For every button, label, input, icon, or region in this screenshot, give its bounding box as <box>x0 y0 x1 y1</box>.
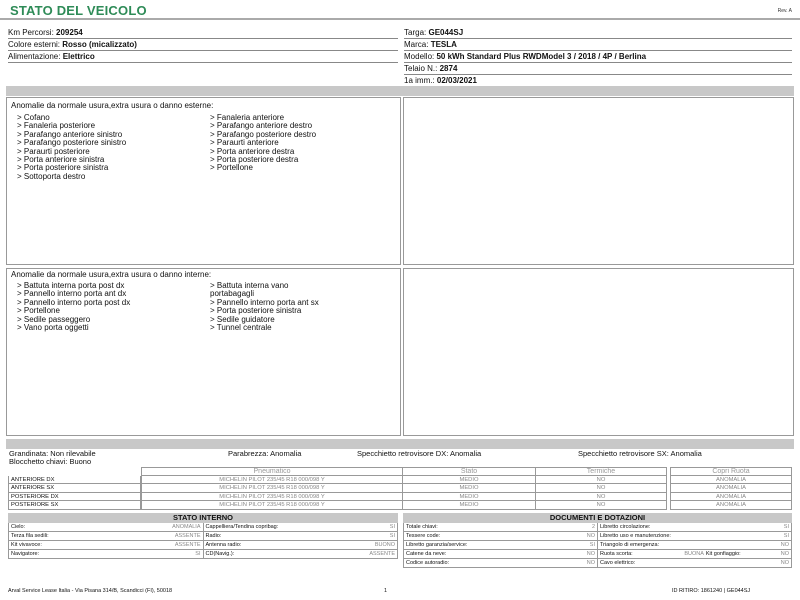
exterior-damage-title: Anomalie da normale usura,extra usura o danno esterne: <box>11 101 214 110</box>
info-row-marca <box>404 39 792 51</box>
internal-state-rows <box>8 523 398 559</box>
list-item: > Battuta interna vano <box>210 281 289 290</box>
info-value: 02/03/2021 <box>436 76 477 85</box>
info-row-colore <box>8 39 398 51</box>
list-item: > Paraurti posteriore <box>17 146 90 156</box>
table-row <box>8 484 792 492</box>
tyre-copri-ruota: ANOMALIA <box>670 493 792 501</box>
list-item: > Tunnel centrale <box>210 323 272 333</box>
field-label: Libretto garanzia/service: <box>406 542 468 548</box>
col-header-termiche: Termiche <box>535 467 667 476</box>
list-item: > Porta posteriore sinistra <box>210 306 302 316</box>
field-label: Navigatore: <box>11 551 40 557</box>
info-row-telaio <box>404 63 792 75</box>
list-item: > Parafango posteriore destro <box>210 129 317 139</box>
tyre-stato: MEDIO <box>402 476 536 484</box>
exterior-photo-area <box>403 97 794 265</box>
list-item: > Pannello interno porta post dx <box>17 297 131 307</box>
revision-label: Rev. A <box>777 8 792 14</box>
table-row <box>9 532 398 541</box>
field-value: ASSENTE <box>174 533 201 539</box>
table-row <box>404 541 792 550</box>
list-item: > Battuta interna porta post dx <box>17 281 125 290</box>
field-cell <box>9 541 204 550</box>
tyre-copri-ruota: ANOMALIA <box>670 476 792 484</box>
exterior-damage-col1 <box>17 114 126 181</box>
list-item: > Sedile guidatore <box>210 314 275 324</box>
footer-company: Arval Service Lease Italia - Via Pisana 314/B, Scandicci (FI), 50018 <box>8 588 173 594</box>
interior-damage-col2 <box>210 282 319 332</box>
tyre-stato: MEDIO <box>402 484 536 492</box>
specchietto-sx-status: Specchietto retrovisore SX: Anomalia <box>578 449 702 458</box>
field-cell <box>9 550 204 559</box>
info-label: Km Percorsi: <box>8 28 54 37</box>
list-item: > Porta anteriore sinistra <box>17 155 105 165</box>
field-value: BUONA <box>684 551 704 557</box>
list-item: > Portellone <box>17 306 60 316</box>
tyre-rows <box>8 476 792 510</box>
list-item: > Fanaleria anteriore <box>210 113 285 122</box>
tyre-model: MICHELIN PILOT 235/45 R18 000/098 Y <box>141 476 403 484</box>
col-header-stato: Stato <box>402 467 536 476</box>
info-value: GE044SJ <box>428 28 464 37</box>
table-row <box>404 550 792 559</box>
table-row <box>404 523 792 532</box>
field-value: NO <box>586 533 595 539</box>
list-item: > Pannello interno porta ant sx <box>210 297 319 307</box>
field-value: SI <box>783 533 789 539</box>
field-value: SI <box>389 533 395 539</box>
interior-damage-col1 <box>17 282 130 332</box>
col-header-pneumatico: Pneumatico <box>141 467 403 476</box>
table-row <box>8 501 792 509</box>
tyre-position: POSTERIORE DX <box>8 493 141 501</box>
info-value: Elettrico <box>62 52 95 61</box>
field-cell <box>598 523 792 532</box>
field-label: Ruota scorta: <box>600 551 633 557</box>
field-label: CD(Navig.): <box>205 551 235 557</box>
field-value: NO <box>780 542 789 548</box>
field-cell <box>204 541 399 550</box>
tyre-termiche: NO <box>535 493 667 501</box>
left-info-block <box>8 27 398 63</box>
field-value: SI <box>589 542 595 548</box>
internal-state-section <box>8 513 398 559</box>
info-label: 1a imm.: <box>404 76 435 85</box>
info-value: TESLA <box>430 40 457 49</box>
field-cell <box>598 532 792 541</box>
tyre-position: POSTERIORE SX <box>8 501 141 509</box>
list-item: > Sottoporta destro <box>17 171 86 181</box>
info-value: 209254 <box>56 28 83 37</box>
tyre-termiche: NO <box>535 484 667 492</box>
exterior-damage-col2 <box>210 114 316 173</box>
field-value: ASSENTE <box>174 542 201 548</box>
tyre-model: MICHELIN PILOT 235/45 R18 000/098 Y <box>141 501 403 509</box>
field-cell <box>204 550 399 559</box>
field-value: BUONO <box>374 542 395 548</box>
field-label: Cavo elettrico: <box>600 560 636 566</box>
field-value: NO <box>780 560 789 566</box>
field-cell <box>404 523 598 532</box>
summary-divider-bar <box>6 439 794 449</box>
field-label: Totale chiavi: <box>406 524 438 530</box>
list-item: > Cofano <box>17 113 50 122</box>
field-cell <box>9 532 204 541</box>
field-value: 2 <box>591 524 595 530</box>
field-value: NO <box>780 551 789 557</box>
field-cell <box>598 550 792 559</box>
table-row <box>8 493 792 501</box>
field-pair <box>706 550 789 558</box>
field-cell <box>9 523 204 532</box>
tyres-table <box>8 467 792 510</box>
footer-page-number: 1 <box>384 588 388 594</box>
table-row <box>9 541 398 550</box>
documents-section <box>403 513 792 568</box>
interior-damage-panel <box>6 268 401 436</box>
tyre-position: ANTERIORE DX <box>8 476 141 484</box>
field-cell <box>404 541 598 550</box>
field-value: ANOMALIA <box>172 524 201 530</box>
list-item: portabagagli <box>210 289 255 299</box>
list-item: > Portellone <box>210 163 253 173</box>
list-item: > Vano porta oggetti <box>17 323 89 333</box>
info-row-km <box>8 27 398 39</box>
field-cell <box>404 532 598 541</box>
field-cell <box>598 541 792 550</box>
field-label: Triangolo di emergenza: <box>600 542 660 548</box>
field-cell <box>404 559 598 568</box>
exterior-damage-panel <box>6 97 401 265</box>
title-divider <box>0 18 800 20</box>
header-divider-bar <box>6 86 794 96</box>
tyre-copri-ruota: ANOMALIA <box>670 501 792 509</box>
info-label: Colore esterni: <box>8 40 61 49</box>
list-item: > Fanaleria posteriore <box>17 121 96 131</box>
field-value: NO <box>586 551 595 557</box>
info-value: 2874 <box>439 64 458 73</box>
list-item: > Pannello interno porta ant dx <box>17 289 127 299</box>
field-label: Libretto circolazione: <box>600 524 651 530</box>
list-item: > Parafango anteriore destro <box>210 121 313 131</box>
field-label: Kit gonfiaggio: <box>705 551 741 557</box>
info-label: Modello: <box>404 52 435 61</box>
tyre-copri-ruota: ANOMALIA <box>670 484 792 492</box>
table-row <box>8 476 792 484</box>
tyre-model: MICHELIN PILOT 235/45 R18 000/098 Y <box>141 484 403 492</box>
field-cell <box>404 550 598 559</box>
tyre-termiche: NO <box>535 476 667 484</box>
grandinata-status: Grandinata: Non rilevabile <box>9 449 96 458</box>
tyre-stato: MEDIO <box>402 501 536 509</box>
page-title: STATO DEL VEICOLO <box>10 3 147 18</box>
list-item: > Porta anteriore destra <box>210 146 295 156</box>
field-cell <box>204 523 399 532</box>
field-label: Catene da neve: <box>406 551 447 557</box>
info-row-alimentazione <box>8 51 398 63</box>
table-row <box>9 550 398 559</box>
field-label: Kit vivavoce: <box>11 542 42 548</box>
info-label: Telaio N.: <box>404 64 438 73</box>
info-label: Marca: <box>404 40 429 49</box>
tyre-position: ANTERIORE SX <box>8 484 141 492</box>
interior-damage-title: Anomalie da normale usura,extra usura o danno interne: <box>11 270 212 279</box>
documents-title: DOCUMENTI E DOTAZIONI <box>403 513 792 523</box>
footer-reference: ID RITIRO: 1861240 | GE044SJ <box>672 588 751 594</box>
field-value: SI <box>389 524 395 530</box>
field-value: ASSENTE <box>369 551 395 557</box>
field-value: SI <box>195 551 201 557</box>
field-label: Tessere code: <box>406 533 441 539</box>
info-row-targa <box>404 27 792 39</box>
col-header-copri-ruota: Copri Ruota <box>670 467 792 476</box>
tyre-stato: MEDIO <box>402 493 536 501</box>
table-row <box>404 532 792 541</box>
field-label: Cielo: <box>11 524 26 530</box>
specchietto-dx-status: Specchietto retrovisore DX: Anomalia <box>357 449 482 458</box>
info-value: Rosso (micalizzato) <box>62 40 137 49</box>
table-row <box>9 523 398 532</box>
tyre-model: MICHELIN PILOT 235/45 R18 000/098 Y <box>141 493 403 501</box>
list-item: > Porta posteriore sinistra <box>17 163 109 173</box>
field-value: NO <box>586 560 595 566</box>
field-cell <box>598 559 792 568</box>
list-item: > Sedile passeggero <box>17 314 91 324</box>
field-label: Radio: <box>205 533 222 539</box>
field-label: Codice autoradio: <box>406 560 450 566</box>
field-label: Antenna radio: <box>205 542 242 548</box>
tyre-termiche: NO <box>535 501 667 509</box>
table-row <box>404 559 792 568</box>
blocchetto-status: Blocchetto chiavi: Buono <box>9 457 92 466</box>
field-value: SI <box>783 524 789 530</box>
list-item: > Parafango anteriore sinistro <box>17 129 123 139</box>
list-item: > Paraurti anteriore <box>210 138 279 148</box>
field-pair <box>600 550 704 558</box>
field-label: Terza fila sedili: <box>11 533 49 539</box>
list-item: > Parafango posteriore sinistro <box>17 138 127 148</box>
internal-state-title: STATO INTERNO <box>8 513 398 523</box>
field-cell <box>204 532 399 541</box>
tyres-header <box>8 467 792 476</box>
right-info-block <box>404 27 792 87</box>
interior-photo-area <box>403 268 794 436</box>
info-label: Alimentazione: <box>8 52 61 61</box>
field-label: Cappelliera/Tendina copribag: <box>205 524 279 530</box>
list-item: > Porta posteriore destra <box>210 155 299 165</box>
parabrezza-status: Parabrezza: Anomalia <box>228 449 302 458</box>
documents-rows <box>403 523 792 568</box>
info-row-modello <box>404 51 792 63</box>
info-value: 50 kWh Standard Plus RWDModel 3 / 2018 / 4P / Berlina <box>436 52 647 61</box>
field-label: Libretto uso e manutenzione: <box>600 533 671 539</box>
info-label: Targa: <box>404 28 427 37</box>
